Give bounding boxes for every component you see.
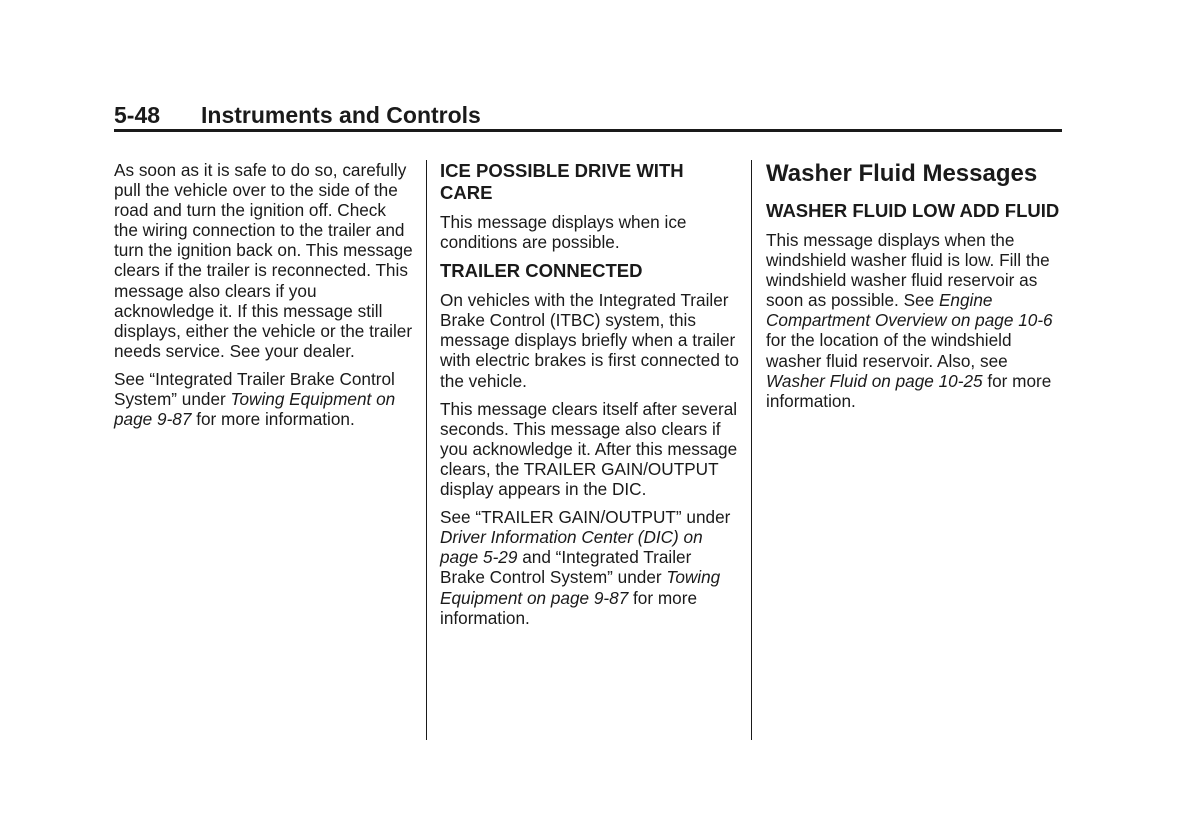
column-divider <box>426 160 427 740</box>
paragraph: See “Integrated Trailer Brake Control System” under Towing Equipment on page 9‑87 for more information. <box>114 368 396 430</box>
paragraph: On vehicles with the Integrated Trailer Brake Control (ITBC) system, this message displays briefly when a trailer with electric brakes is first connected to the vehicle. <box>440 290 739 391</box>
cross-reference-link: Engine Compartment Overview on page 10‑6 <box>766 290 1053 331</box>
cross-reference-link: Towing Equipment on page 9‑87 <box>440 567 721 608</box>
message-heading: WASHER FLUID LOW ADD FLUID <box>766 200 1060 221</box>
column-left <box>114 160 414 437</box>
subsection-title: Washer Fluid Messages <box>766 160 1038 187</box>
column-divider <box>751 160 752 740</box>
paragraph: This message displays when the windshield washer fluid is low. Fill the windshield washer fluid reservoir as soon as possible. See Engine Compartment Overview on page 10‑6 for the location of the windshield washer fluid reservoir. Also, see Washer Fluid on page 10‑25 for more information. <box>766 230 1053 411</box>
column-right <box>766 160 1066 419</box>
page-header <box>114 101 1062 132</box>
message-heading: ICE POSSIBLE DRIVE WITH CARE <box>440 160 684 203</box>
cross-reference-link: Driver Information Center (DIC) on page 5‑29 <box>440 527 703 568</box>
paragraph: This message displays when ice conditions are possible. <box>440 212 687 253</box>
column-middle <box>440 160 740 636</box>
cross-reference-link: Towing Equipment on page 9‑87 <box>114 389 396 430</box>
paragraph: As soon as it is safe to do so, carefully pull the vehicle over to the side of the road and turn the ignition off. Check the wiring connection to the trailer and turn the ignition back on. This message clears if the trailer is reconnected. This message also clears if you acknowledge it. If this message still displays, either the vehicle or the trailer needs service. See your dealer. <box>114 160 413 361</box>
cross-reference-link: Washer Fluid on page 10‑25 <box>766 370 983 391</box>
paragraph: See “TRAILER GAIN/OUTPUT” under Driver Information Center (DIC) on page 5‑29 and “Integrated Trailer Brake Control System” under Towing Equipment on page 9‑87 for more information. <box>440 507 731 628</box>
section-title: Instruments and Controls <box>201 102 481 128</box>
page-number: 5-48 <box>114 102 161 128</box>
message-heading: TRAILER CONNECTED <box>440 260 643 282</box>
paragraph: This message clears itself after several seconds. This message also clears if you acknowledge it. After this message clears, the TRAILER GAIN/OUTPUT display appears in the DIC. <box>440 398 738 500</box>
